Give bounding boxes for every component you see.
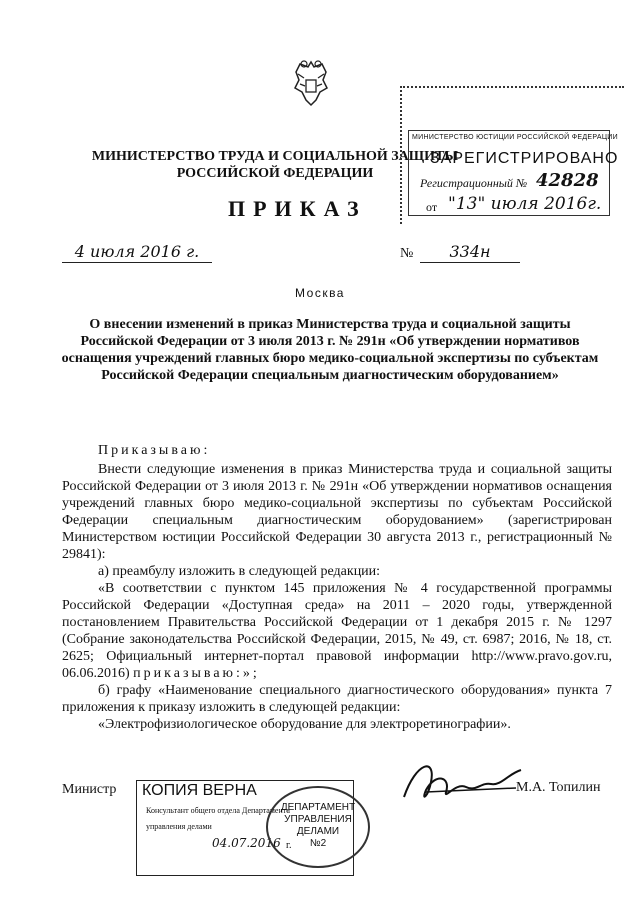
copy-stamp-year-suffix: г. [286,840,292,851]
minister-position: Министр [62,782,117,797]
coat-of-arms-icon [290,58,332,108]
paragraph-3 [62,580,612,682]
paragraph-2: а) преамбулу изложить в следующей редакции: [98,564,381,579]
minister-name: М.А. Топилин [516,780,601,795]
city: Москва [295,286,345,300]
ministry-line-2: РОССИЙСКОЙ ФЕДЕРАЦИИ [176,166,374,181]
copy-stamp-date: 04.07.2016 [212,836,281,850]
order-number: 334н [420,242,520,263]
stamp-date-prefix: от [426,200,438,214]
order-subject: О внесении изменений в приказ Министерства труда и социальной защиты Российской Федерации от 3 июля 2013 г. № 291н «Об утверждении нормативов оснащения учреждений главных бюро медико-социальной экспертизы по субъектам Российской Федерации специальным диагностическим оборудованием» [61,317,599,383]
order-word: Приказываю: [98,443,211,458]
stamp-reg-number: 42828 [536,170,599,191]
paragraph-3-text: «В соответствии с пунктом 145 приложения № 4 государственной программы Российской Федерации «Доступная среда» на 2011 – 2020 годы, утвержденной постановлением Правительства Российской Федерации от 1 декабря 2015 г. № 1297 (Собрание законодательства Российской Федерации, 2015, № 49, ст. 6987; 2016, № 18, ст. 2625; Официальный интернет-портал правовой информации http://www.pravo.gov.ru, 06.06.2016) [62,581,612,681]
round-stamp-line-3: ДЕЛАМИ [296,826,340,837]
paragraph-5: «Электрофизиологическое оборудование для электроретинографии». [98,717,511,732]
order-date: 4 июля 2016 г. [62,242,212,263]
ministry-line-1: МИНИСТЕРСТВО ТРУДА И СОЦИАЛЬНОЙ ЗАЩИТЫ [91,149,459,164]
copy-stamp-line-2: управления делами [146,822,212,831]
order-title: ПРИКАЗ [228,196,367,221]
stamp-date: "13" июля 2016г. [448,194,602,214]
order-body [62,442,612,733]
round-stamp-line-1: ДЕПАРТАМЕНТ [280,802,356,813]
round-stamp-line-4: №2 [309,838,327,849]
round-stamp-line-2: УПРАВЛЕНИЯ [284,814,352,825]
paragraph-4: б) графу «Наименование специального диагностического оборудования» пункта 7 приложения к приказу изложить в следующей редакции: [62,683,612,715]
paragraph-1: Внести следующие изменения в приказ Министерства труда и социальной защиты Российской Федерации от 3 июля 2013 г. № 291н «Об утверждении нормативов оснащения учреждений главных бюро медико-социальной экспертизы по субъектам Российской Федерации специальным диагностическим оборудованием» (зарегистрирован Министерством юстиции Российской Федерации 30 августа 2013 г., регистрационный № 29841): [62,462,612,562]
copy-stamp-line-1: Консультант общего отдела Департамента [146,806,290,815]
stamp-reg-label: Регистрационный № [420,176,528,190]
stamp-header: МИНИСТЕРСТВО ЮСТИЦИИ РОССИЙСКОЙ ФЕДЕРАЦИИ [412,134,618,141]
signature-icon [396,752,526,812]
paragraph-3-end: приказываю:»; [133,666,260,681]
stamp-title: ЗАРЕГИСТРИРОВАНО [430,150,619,167]
round-stamp [266,786,370,868]
copy-stamp-title: КОПИЯ ВЕРНА [142,782,257,799]
order-number-label: № [400,246,414,261]
